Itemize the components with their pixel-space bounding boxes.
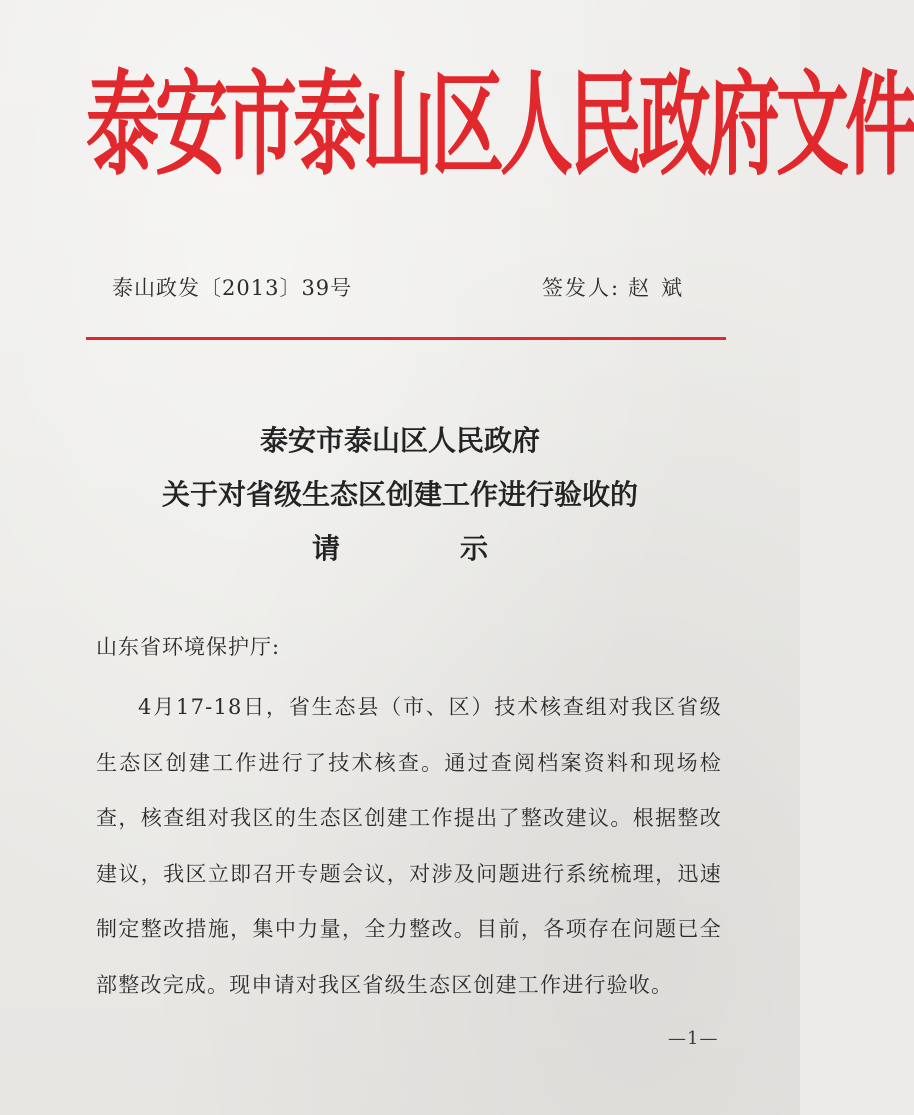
page-number: —1— (668, 1028, 719, 1049)
document-number: 泰山政发〔2013〕39号 (112, 276, 353, 300)
masthead-title: 泰安市泰山区人民政府文件 (86, 58, 914, 192)
document-title-line-2: 关于对省级生态区创建工作进行验收的 (161, 478, 638, 511)
signer-block (542, 272, 694, 302)
signer-name: 赵斌 (628, 276, 695, 300)
body-paragraph: 4月17-18日，省生态县（市、区）技术核查组对我区省级生态区创建工作进行了技术核查。通过查阅档案资料和现场检查，核查组对我区的生态区创建工作提出了整改建议。根据整改建议，我区立即召开专题会议，对涉及问题进行系统梳理，迅速制定整改措施，集中力量，全力整改。目前，各项存在问题已全部整改完成。现申请对我区省级生态区创建工作进行验收。 (96, 695, 722, 997)
document-title-line-3: 请示 (311, 532, 608, 565)
salutation: 山东省环境保护厅: (96, 635, 281, 659)
red-divider-line (86, 337, 726, 340)
document-title-line-1: 泰安市泰山区人民政府 (259, 424, 540, 457)
signer-label: 签发人: (542, 276, 621, 300)
